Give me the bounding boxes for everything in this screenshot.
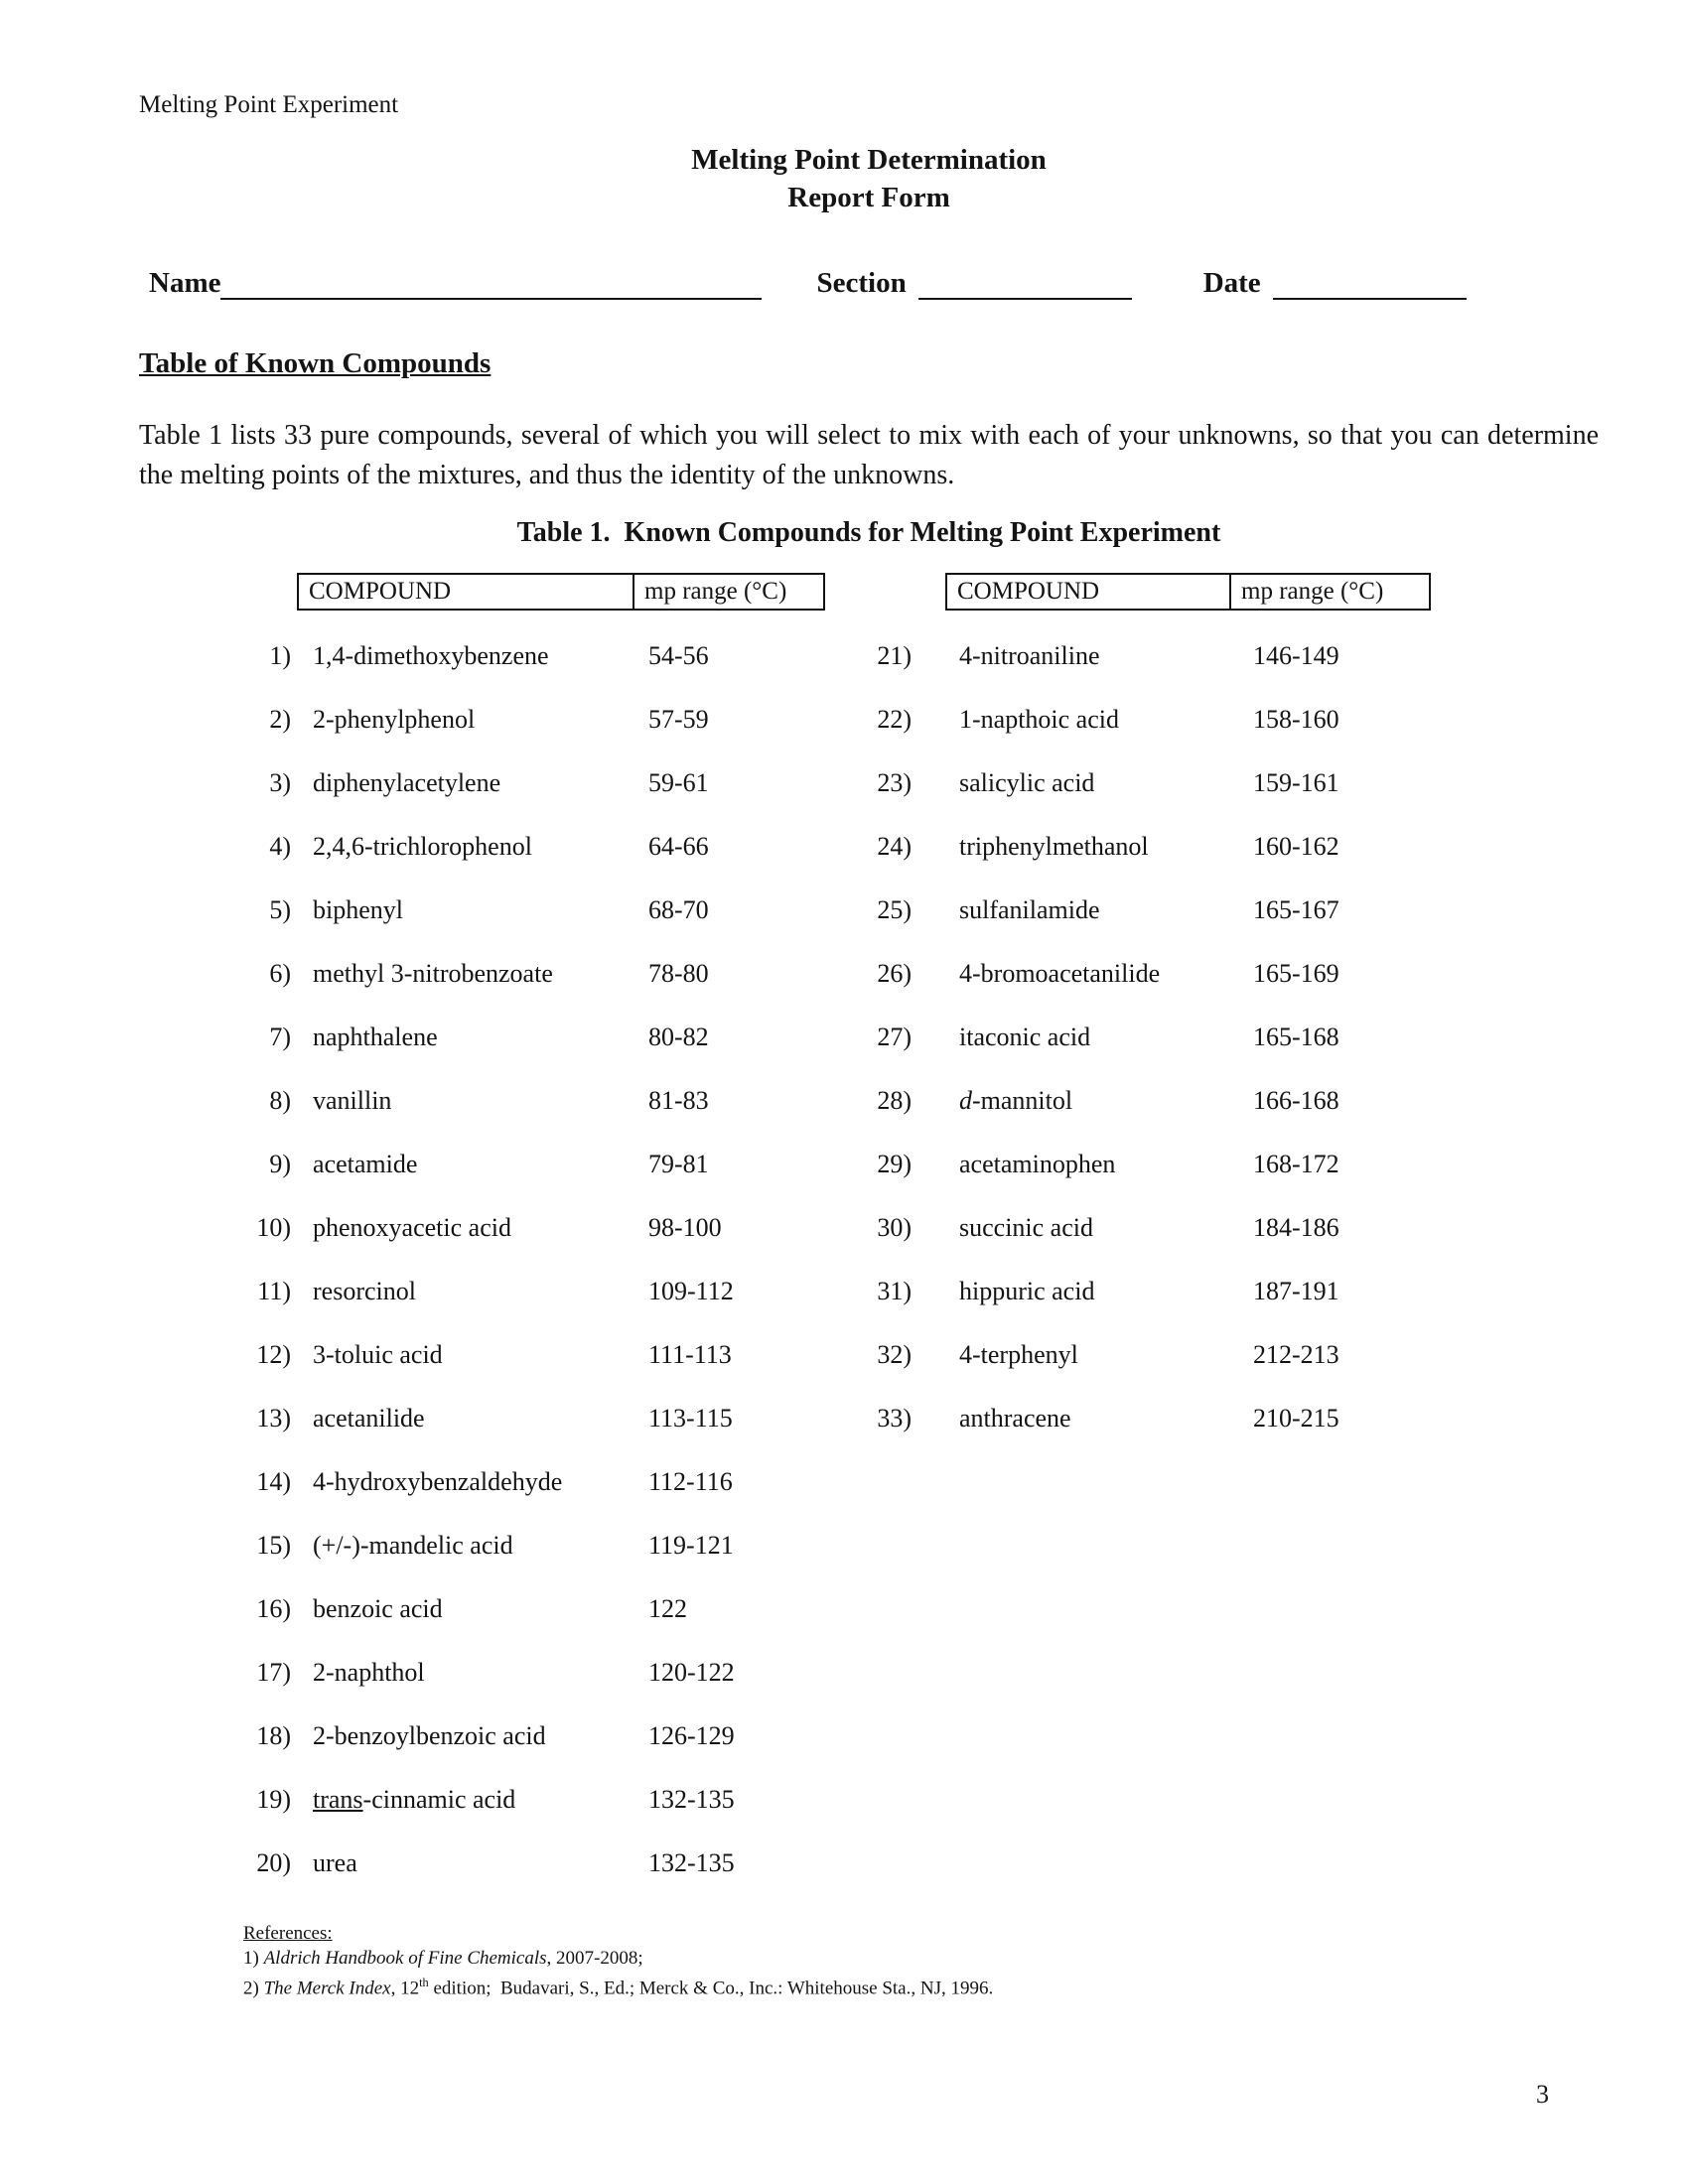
table-row — [243, 1514, 864, 1577]
mp-range-value: 119-121 — [648, 1531, 734, 1560]
compound-name: naphthalene — [313, 1023, 438, 1051]
intro-paragraph: Table 1 lists 33 pure compounds, several of which you will select to mix with each of your unknowns, so that you can determine the melting points of the mixtures, and thus the identity of the unknowns. — [139, 420, 1599, 490]
mp-range-column-header: mp range (°C) — [1229, 573, 1431, 611]
table-row — [243, 879, 864, 942]
row-number: 4) — [269, 832, 291, 861]
table-row — [864, 751, 1460, 815]
table-row — [243, 1450, 864, 1514]
mp-range-value: 165-167 — [1253, 895, 1339, 924]
table-row — [243, 1577, 864, 1641]
mp-range-value: 122 — [648, 1594, 687, 1623]
reference-1-title: Aldrich Handbook of Fine Chemicals — [263, 1948, 547, 1969]
table-row — [864, 1323, 1460, 1387]
mp-range-value: 132-135 — [648, 1848, 735, 1877]
table-row — [243, 688, 864, 751]
compound-column-header: COMPOUND — [945, 573, 1231, 611]
row-number: 25) — [877, 895, 912, 924]
mp-range-value: 168-172 — [1253, 1150, 1339, 1178]
mp-range-column-header: mp range (°C) — [633, 573, 825, 611]
table-row — [864, 879, 1460, 942]
compound-name: 2-benzoylbenzoic acid — [313, 1721, 546, 1750]
row-number: 12) — [256, 1340, 291, 1369]
mp-range-value: 98-100 — [648, 1213, 722, 1242]
reference-2-title: The Merck Index — [263, 1978, 391, 1999]
reference-1-number: 1) — [243, 1948, 264, 1969]
row-number: 15) — [256, 1531, 291, 1560]
references-block — [243, 1921, 1599, 2000]
row-number: 5) — [269, 895, 291, 924]
row-number: 18) — [256, 1721, 291, 1750]
mp-range-value: 112-116 — [648, 1467, 733, 1496]
compound-name: 1-napthoic acid — [959, 705, 1119, 734]
table-row — [864, 815, 1460, 879]
compound-name: salicylic acid — [959, 768, 1095, 797]
mp-range-value: 57-59 — [648, 705, 709, 734]
compound-name: 4-bromoacetanilide — [959, 959, 1161, 988]
row-number: 30) — [877, 1213, 912, 1242]
table-row — [243, 751, 864, 815]
section-label: Section — [816, 267, 907, 299]
mp-range-value: 166-168 — [1253, 1086, 1339, 1115]
table-row — [243, 1196, 864, 1260]
mp-range-value: 212-213 — [1253, 1340, 1339, 1369]
table-row — [864, 1069, 1460, 1133]
reference-2 — [243, 1971, 1599, 2000]
row-number: 20) — [256, 1848, 291, 1877]
compound-name: 4-nitroaniline — [959, 641, 1100, 670]
row-number: 31) — [877, 1277, 912, 1305]
compounds-table — [243, 573, 1599, 1895]
compound-name: diphenylacetylene — [313, 768, 501, 797]
mp-range-value: 146-149 — [1253, 641, 1339, 670]
row-number: 2) — [269, 705, 291, 734]
table-row — [864, 1260, 1460, 1323]
row-number: 27) — [877, 1023, 912, 1051]
reference-2-number: 2) — [243, 1978, 264, 1999]
table-row — [243, 1006, 864, 1069]
row-number: 28) — [877, 1086, 912, 1115]
mp-range-value: 113-115 — [648, 1404, 733, 1433]
compound-name: hippuric acid — [959, 1277, 1095, 1305]
table-header-right — [945, 573, 1460, 611]
references-heading: References: — [243, 1923, 333, 1944]
table-rows-left — [243, 624, 864, 1895]
compound-name: 4-hydroxybenzaldehyde — [313, 1467, 563, 1496]
table-header-left — [297, 573, 864, 611]
table-row — [243, 1260, 864, 1323]
compound-name: 4-terphenyl — [959, 1340, 1078, 1369]
reference-2-ordinal: th — [419, 1976, 429, 1989]
mp-range-value: 160-162 — [1253, 832, 1339, 861]
reference-1 — [243, 1946, 1599, 1971]
table-row — [864, 1196, 1460, 1260]
row-number: 1) — [269, 641, 291, 670]
table-row — [243, 1069, 864, 1133]
compound-name: acetanilide — [313, 1404, 425, 1433]
compound-name: succinic acid — [959, 1213, 1093, 1242]
compound-name: 1,4-dimethoxybenzene — [313, 641, 549, 670]
mp-range-value: 59-61 — [648, 768, 709, 797]
mp-range-value: 159-161 — [1253, 768, 1339, 797]
row-number: 13) — [256, 1404, 291, 1433]
row-number: 6) — [269, 959, 291, 988]
mp-range-value: 210-215 — [1253, 1404, 1339, 1433]
table-rows-right — [864, 624, 1460, 1450]
mp-range-value: 132-135 — [648, 1785, 735, 1814]
reference-2-details: edition; Budavari, S., Ed.; Merck & Co., Inc.: Whitehouse Sta., NJ, 1996. — [428, 1978, 994, 1999]
compound-name: acetaminophen — [959, 1150, 1116, 1178]
compound-name: 2,4,6-trichlorophenol — [313, 832, 532, 861]
compound-name: benzoic acid — [313, 1594, 443, 1623]
table-row — [864, 624, 1460, 688]
row-number: 23) — [877, 768, 912, 797]
name-field[interactable] — [220, 264, 762, 300]
compound-column-header: COMPOUND — [297, 573, 634, 611]
table-row — [243, 1705, 864, 1768]
date-label: Date — [1202, 267, 1261, 299]
mp-range-value: 79-81 — [648, 1150, 709, 1178]
table-row — [243, 815, 864, 879]
compound-name: methyl 3-nitrobenzoate — [313, 959, 553, 988]
mp-range-value: 120-122 — [648, 1658, 735, 1687]
compound-name: anthracene — [959, 1404, 1071, 1433]
row-number: 26) — [877, 959, 912, 988]
compound-name: 2-phenylphenol — [313, 705, 476, 734]
row-number: 7) — [269, 1023, 291, 1051]
compound-name: resorcinol — [313, 1277, 416, 1305]
page-number: 3 — [1536, 2080, 1549, 2109]
row-number: 3) — [269, 768, 291, 797]
table-row — [243, 624, 864, 688]
section-field[interactable] — [918, 264, 1132, 300]
table-row — [243, 942, 864, 1006]
table-row — [864, 1006, 1460, 1069]
compound-name: sulfanilamide — [959, 895, 1100, 924]
date-field[interactable] — [1273, 264, 1467, 300]
row-number: 16) — [256, 1594, 291, 1623]
mp-range-value: 126-129 — [648, 1721, 735, 1750]
table-row — [864, 1387, 1460, 1450]
title-block — [139, 141, 1599, 216]
table-right-half — [864, 573, 1460, 1895]
row-number: 29) — [877, 1150, 912, 1178]
table-row — [243, 1323, 864, 1387]
compound-name: 2-naphthol — [313, 1658, 425, 1687]
document-subtitle: Report Form — [787, 182, 950, 213]
row-number: 9) — [269, 1150, 291, 1178]
table-row — [243, 1768, 864, 1832]
row-number: 14) — [256, 1467, 291, 1496]
row-number: 17) — [256, 1658, 291, 1687]
row-number: 10) — [256, 1213, 291, 1242]
compound-name: vanillin — [313, 1086, 392, 1115]
compound-name: 3-toluic acid — [313, 1340, 443, 1369]
table-left-half — [243, 573, 864, 1895]
mp-range-value: 81-83 — [648, 1086, 709, 1115]
compound-name: biphenyl — [313, 895, 403, 924]
reference-1-details: , 2007-2008; — [546, 1948, 643, 1969]
mp-range-value: 187-191 — [1253, 1277, 1339, 1305]
compound-name: itaconic acid — [959, 1023, 1091, 1051]
mp-range-value: 184-186 — [1253, 1213, 1339, 1242]
name-label: Name — [149, 267, 221, 299]
compound-name: (+/-)-mandelic acid — [313, 1531, 513, 1560]
mp-range-value: 165-168 — [1253, 1023, 1339, 1051]
running-header: Melting Point Experiment — [139, 91, 399, 118]
mp-range-value: 78-80 — [648, 959, 709, 988]
document-title: Melting Point Determination — [691, 144, 1047, 176]
table-row — [864, 942, 1460, 1006]
reference-2-edition: , 12 — [390, 1978, 420, 1999]
mp-range-value: 64-66 — [648, 832, 709, 861]
section-heading: Table of Known Compounds — [139, 347, 492, 379]
compound-name: urea — [313, 1848, 357, 1877]
row-number: 33) — [877, 1404, 912, 1433]
row-number: 22) — [877, 705, 912, 734]
table-row — [243, 1832, 864, 1895]
compound-name: triphenylmethanol — [959, 832, 1149, 861]
row-number: 19) — [256, 1785, 291, 1814]
mp-range-value: 54-56 — [648, 641, 709, 670]
compound-name: trans-cinnamic acid — [313, 1785, 516, 1814]
row-number: 32) — [877, 1340, 912, 1369]
row-number: 24) — [877, 832, 912, 861]
mp-range-value: 80-82 — [648, 1023, 709, 1051]
table-row — [864, 688, 1460, 751]
mp-range-value: 109-112 — [648, 1277, 734, 1305]
row-number: 11) — [257, 1277, 291, 1305]
row-number: 21) — [877, 641, 912, 670]
compound-name: d-mannitol — [959, 1086, 1073, 1115]
mp-range-value: 165-169 — [1253, 959, 1339, 988]
mp-range-value: 68-70 — [648, 895, 709, 924]
compound-name: acetamide — [313, 1150, 418, 1178]
table-caption: Table 1. Known Compounds for Melting Point Experiment — [516, 517, 1221, 548]
mp-range-value: 158-160 — [1253, 705, 1339, 734]
table-row — [243, 1641, 864, 1705]
table-row — [243, 1133, 864, 1196]
form-fields-line — [149, 258, 1599, 300]
row-number: 8) — [269, 1086, 291, 1115]
mp-range-value: 111-113 — [648, 1340, 732, 1369]
table-row — [243, 1387, 864, 1450]
table-row — [864, 1133, 1460, 1196]
compound-name: phenoxyacetic acid — [313, 1213, 511, 1242]
